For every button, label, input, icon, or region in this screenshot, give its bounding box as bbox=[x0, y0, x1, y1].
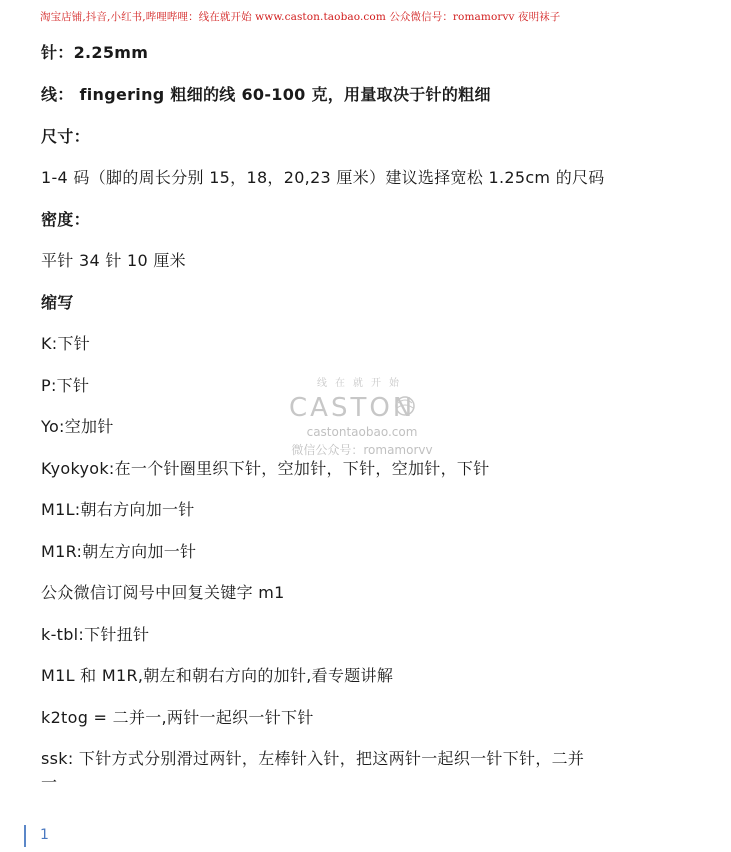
watermark-wechat: 微信公众号：romamorvv bbox=[291, 443, 433, 457]
abbr-item: ssk: 下针方式分别滑过两针，左棒针入针，把这两针一起织一针下针，二并 bbox=[41, 749, 585, 768]
yarn-spec: 线： fingering 粗细的线 60-100 克，用量取决于针的粗细 bbox=[41, 85, 491, 104]
abbr-item: k-tbl:下针扭针 bbox=[41, 625, 150, 644]
header-banner: 淘宝店铺,抖音,小红书,哔哩哔哩：线在就开始 www.caston.taobao.com 公众微信号：romamorvv 夜明袜子 bbox=[40, 11, 561, 23]
abbr-item: k2tog = 二并一,两针一起织一针下针 bbox=[41, 708, 314, 727]
watermark-brand: CASTON bbox=[289, 393, 416, 421]
abbr-item: P:下针 bbox=[41, 376, 90, 395]
gauge-text: 平针 34 针 10 厘米 bbox=[41, 251, 186, 270]
size-heading: 尺寸： bbox=[41, 127, 90, 146]
abbr-item: Yo:空加针 bbox=[41, 417, 114, 436]
abbr-item: M1R:朝左方向加一针 bbox=[41, 542, 197, 561]
needle-spec: 针：2.25mm bbox=[41, 43, 149, 62]
watermark-slogan: 线在就开始 bbox=[317, 378, 407, 389]
abbreviations-heading: 缩写 bbox=[41, 293, 74, 312]
abbr-item: M1L 和 M1R,朝左和朝右方向的加针,看专题讲解 bbox=[41, 666, 394, 685]
page-number: 1 bbox=[40, 827, 49, 843]
page-bar bbox=[24, 825, 26, 847]
abbr-item: M1L:朝右方向加一针 bbox=[41, 500, 195, 519]
watermark-site: castontaobao.com bbox=[306, 425, 418, 439]
gauge-heading: 密度： bbox=[41, 210, 90, 229]
abbr-item: 一 bbox=[41, 773, 58, 792]
abbr-item: K:下针 bbox=[41, 334, 91, 353]
caston-logo bbox=[287, 391, 437, 421]
watermark bbox=[282, 374, 442, 458]
abbr-item: Kyokyok:在一个针圈里织下针，空加针，下针，空加针，下针 bbox=[41, 459, 490, 478]
size-text: 1-4 码（脚的周长分别 15，18，20,23 厘米）建议选择宽松 1.25cm 的尺码 bbox=[41, 168, 605, 187]
abbr-item: 公众微信订阅号中回复关键字 m1 bbox=[41, 583, 285, 602]
